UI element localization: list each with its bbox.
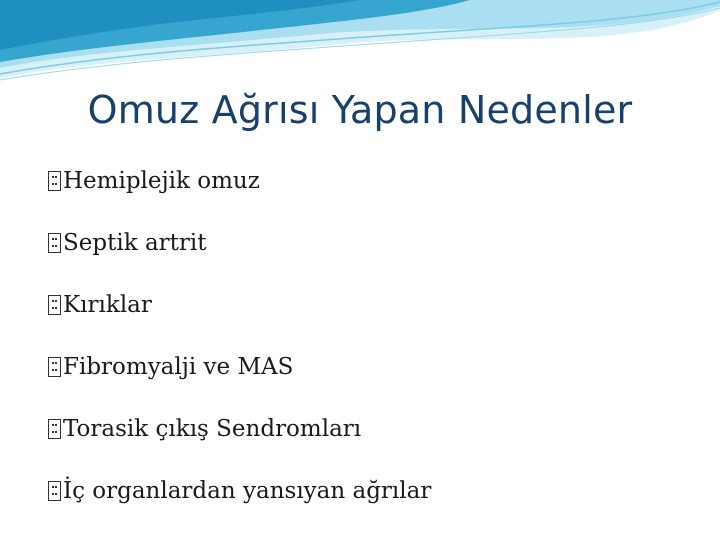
missing-glyph-icon bbox=[48, 171, 61, 191]
slide-title: Omuz Ağrısı Yapan Nedenler bbox=[87, 88, 633, 132]
bullet-text: İç organlardan yansıyan ağrılar bbox=[63, 478, 432, 504]
bullet-item bbox=[48, 336, 431, 398]
bullet-item bbox=[48, 212, 431, 274]
missing-glyph-icon bbox=[48, 419, 61, 439]
bullet-text: Torasik çıkış Sendromları bbox=[63, 416, 362, 442]
bullet-item bbox=[48, 274, 431, 336]
bullet-text: Hemiplejik omuz bbox=[63, 168, 260, 194]
bullet-item bbox=[48, 398, 431, 460]
bullet-text: Fibromyalji ve MAS bbox=[63, 354, 294, 380]
header-wave-decoration bbox=[0, 0, 720, 90]
bullet-list bbox=[48, 150, 431, 522]
bullet-text: Septik artrit bbox=[63, 230, 207, 256]
missing-glyph-icon bbox=[48, 295, 61, 315]
bullet-item bbox=[48, 460, 431, 522]
missing-glyph-icon bbox=[48, 357, 61, 377]
missing-glyph-icon bbox=[48, 233, 61, 253]
missing-glyph-icon bbox=[48, 481, 61, 501]
bullet-item bbox=[48, 150, 431, 212]
bullet-text: Kırıklar bbox=[63, 292, 152, 318]
